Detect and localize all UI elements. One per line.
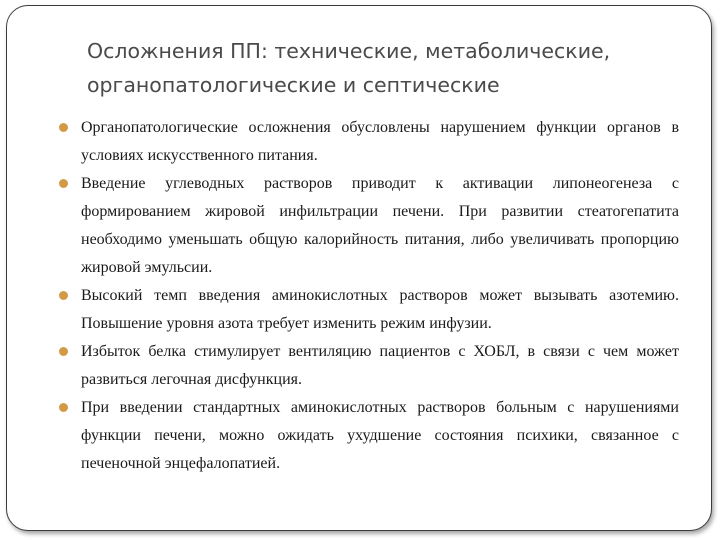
bullet-text: Введение углеводных растворов приводит к активации липонеогенеза с формированием жировой инфильтрации печени. При развитии стеатогепатита необходимо уменьшать общую калорийность питания, либо увеличивать пропорцию жировой эмульсии. [81, 175, 679, 276]
list-item [57, 114, 679, 170]
round-bullet-icon [59, 179, 68, 188]
round-bullet-icon [59, 123, 68, 132]
slide-title: Осложнения ПП: технические, метаболические, органопатологические и септические [87, 39, 611, 97]
bullet-text: Органопатологические осложнения обусловлены нарушением функции органов в условиях искусственного питания. [81, 119, 679, 164]
bullet-text: Избыток белка стимулирует вентиляцию пациентов с ХОБЛ, в связи с чем может развиться легочная дисфункция. [81, 343, 679, 388]
bullet-list [57, 114, 679, 478]
list-item [57, 170, 679, 282]
bullet-text: Высокий темп введения аминокислотных растворов может вызывать азотемию. Повышение уровня азота требует изменить режим инфузии. [81, 287, 679, 332]
list-item [57, 394, 679, 478]
round-bullet-icon [59, 347, 68, 356]
round-bullet-icon [59, 291, 68, 300]
round-bullet-icon [59, 403, 68, 412]
slide-frame [6, 5, 712, 531]
list-item [57, 282, 679, 338]
bullet-text: При введении стандартных аминокислотных растворов больным с нарушениями функции печени, можно ожидать ухудшение состояния психики, связанное с печеночной энцефалопатией. [81, 399, 679, 472]
list-item [57, 338, 679, 394]
